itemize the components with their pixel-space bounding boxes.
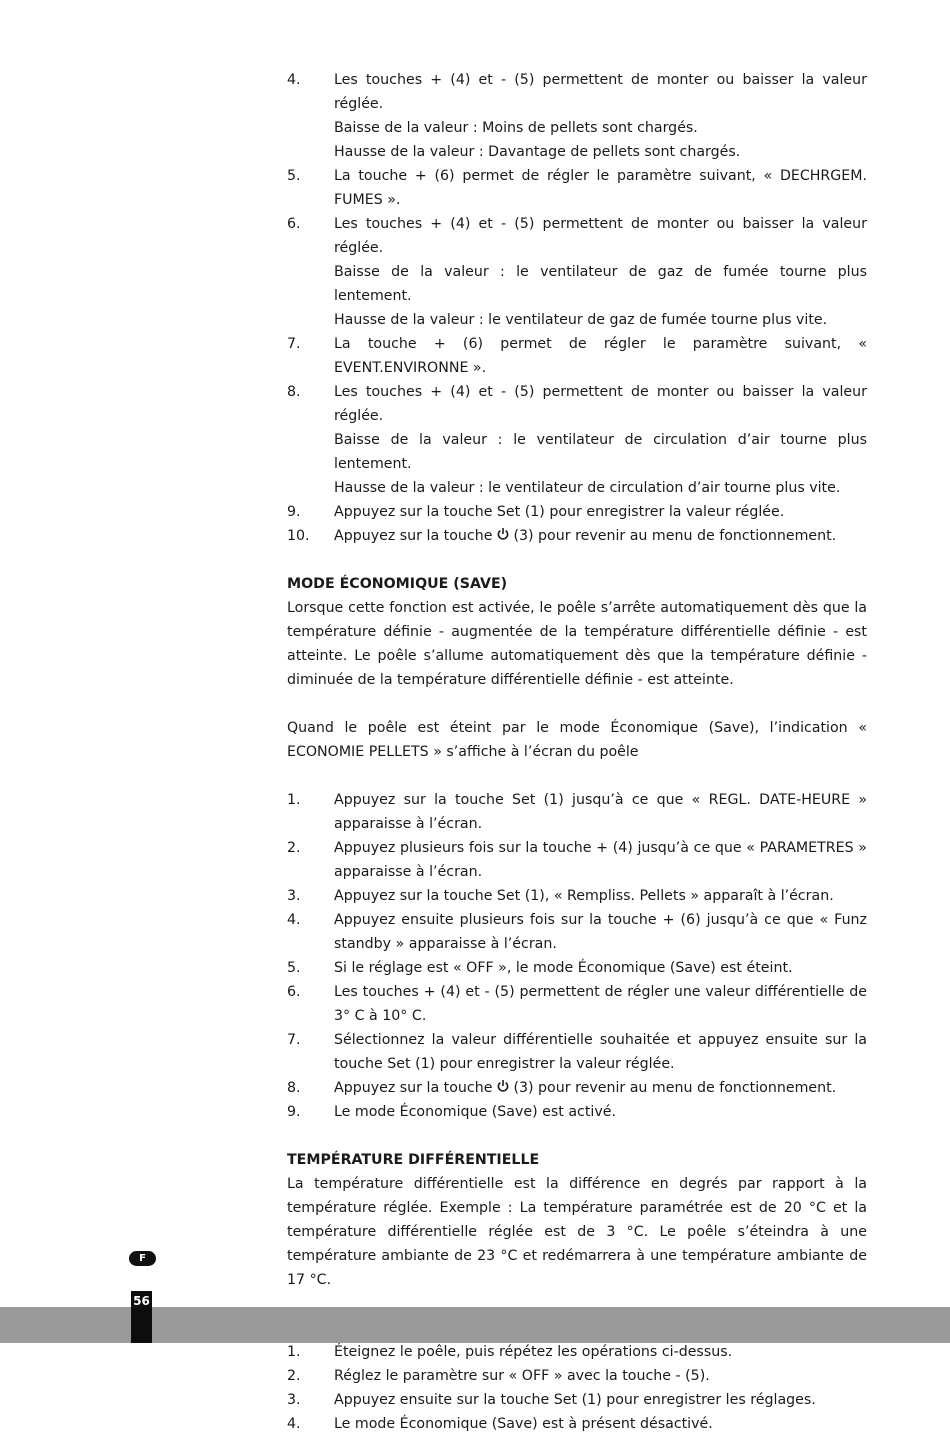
list-item: 2. Appuyez plusieurs fois sur la touche + (4) jusqu’à ce que « PARAMETRES » apparaisse à l’écran. [287,840,867,880]
language-badge: F [129,1251,156,1266]
list-item: 6. Les touches + (4) et - (5) permettent de régler une valeur différentielle de 3° C à 10° C. [287,984,867,1024]
list-item: 4. Appuyez ensuite plusieurs fois sur la touche + (6) jusqu’à ce que « Funz standby » apparaisse à l’écran. [287,912,867,952]
mode-eco-note: Quand le poêle est éteint par le mode Économique (Save), l’indication « ECONOMIE PELLETS » s’affiche à l’écran du poêle [287,720,867,760]
list-item: 3. Appuyez ensuite sur la touche Set (1) pour enregistrer les réglages. [287,1392,816,1408]
list-item: 1. Appuyez sur la touche Set (1) jusqu’à ce que « REGL. DATE-HEURE » apparaisse à l’écran. [287,792,867,832]
list-item: 8. Appuyez sur la touche (3) pour revenir au menu de fonctionnement. [287,1080,837,1096]
list-item: 7. La touche + (6) permet de régler le paramètre suivant, « EVENT.ENVIRONNE ». [287,336,867,376]
list-item: 10. Appuyez sur la touche (3) pour revenir au menu de fonctionnement. [287,528,837,544]
power-icon [497,527,509,541]
settings-steps-list [287,68,867,548]
section-heading-temp-diff: TEMPÉRATURE DIFFÉRENTIELLE [287,1152,540,1168]
page-content [287,68,867,1436]
list-item: 7. Sélectionnez la valeur différentielle souhaitée et appuyez ensuite sur la touche Set (1) pour enregistrer la valeur réglée. [287,1032,867,1072]
list-item: 4. Les touches + (4) et - (5) permettent de monter ou baisser la valeur réglée. Baisse de la valeur : Moins de pellets sont chargés. Hausse de la valeur : Davantage de pellets sont chargés. [287,72,867,160]
deactivation-steps-list [287,1340,867,1436]
list-item: 9. Le mode Économique (Save) est activé. [287,1104,616,1120]
power-icon [497,1079,509,1093]
list-item: 1. Éteignez le poêle, puis répétez les opérations ci-dessus. [287,1344,733,1360]
list-item: 8. Les touches + (4) et - (5) permettent de monter ou baisser la valeur réglée. Baisse de la valeur : le ventilateur de circulation d’air tourne plus lentement. Hausse de la valeur : le ventilateur de circulation d’air tourne plus vite. [287,384,867,496]
list-item: 4. Le mode Économique (Save) est à présent désactivé. [287,1416,713,1432]
page-number: 56 [131,1291,152,1343]
list-item: 5. La touche + (6) permet de régler le paramètre suivant, « DECHRGEM. FUMES ». [287,168,867,208]
list-item: 6. Les touches + (4) et - (5) permettent de monter ou baisser la valeur réglée. Baisse de la valeur : le ventilateur de gaz de fumée tourne plus lentement. Hausse de la valeur : le ventilateur de gaz de fumée tourne plus vite. [287,216,867,328]
list-item: 9. Appuyez sur la touche Set (1) pour enregistrer la valeur réglée. [287,504,785,520]
mode-eco-description: Lorsque cette fonction est activée, le poêle s’arrête automatiquement dès que la température définie - augmentée de la température différentielle définie - est atteinte. Le poêle s’allume automatiquement dès que la température définie - diminuée de la température différentielle définie - est atteinte. [287,600,867,688]
list-item: 5. Si le réglage est « OFF », le mode Économique (Save) est éteint. [287,960,793,976]
list-item: 2. Réglez le paramètre sur « OFF » avec la touche - (5). [287,1368,710,1384]
section-heading-mode-eco: MODE ÉCONOMIQUE (SAVE) [287,576,508,592]
list-item: 3. Appuyez sur la touche Set (1), « Rempliss. Pellets » apparaît à l’écran. [287,888,834,904]
mode-eco-steps-list [287,788,867,1124]
temp-diff-description: La température différentielle est la différence en degrés par rapport à la température réglée. Exemple : La température paramétrée est de 20 °C et la température différentielle réglée est de 3 °C. Le poêle s’éteindra à une température ambiante de 23 °C et redémarrera à une température ambiante de 17 °C. [287,1176,867,1288]
